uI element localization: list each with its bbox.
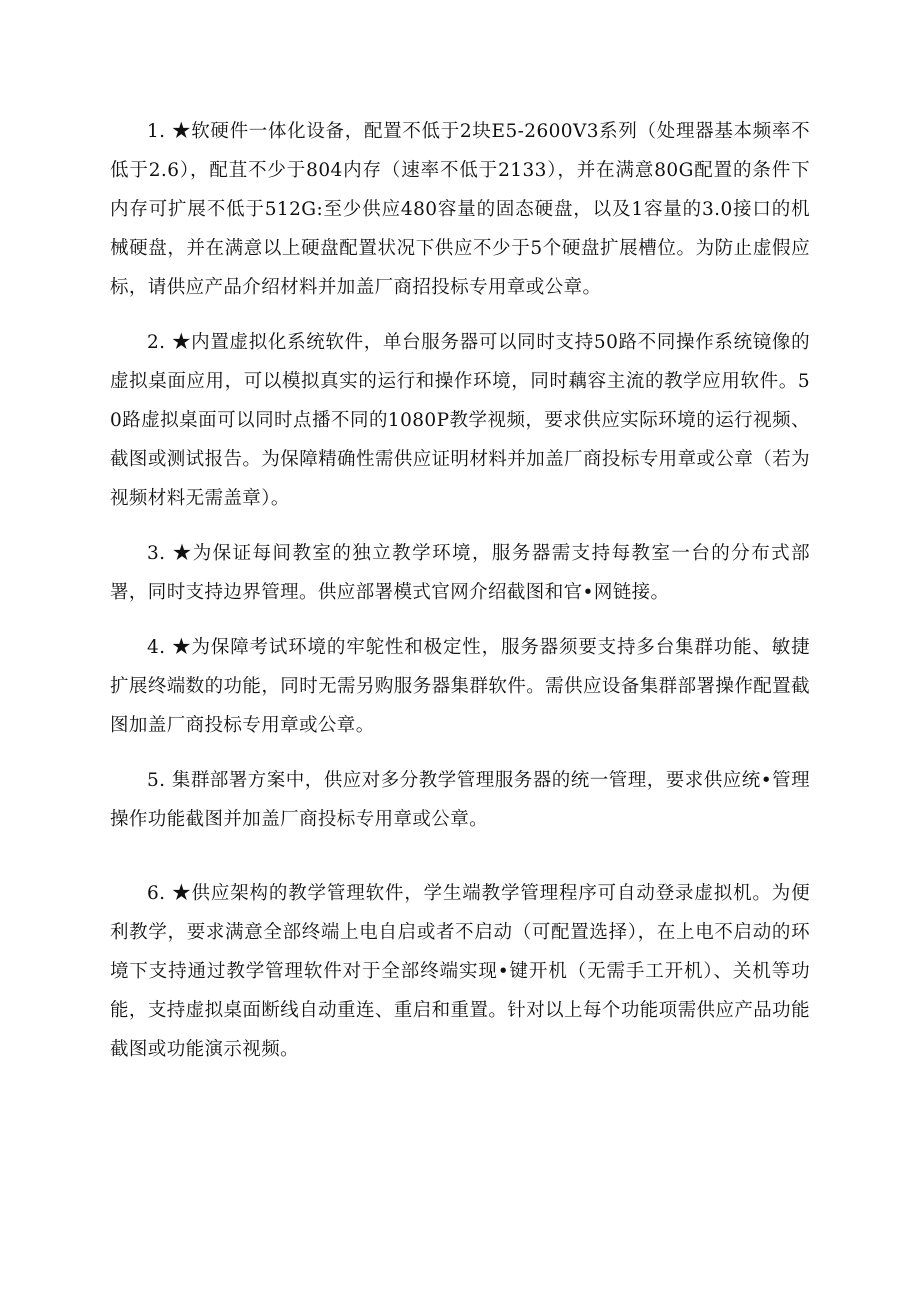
- document-body: [110, 112, 810, 1069]
- paragraph-item-4: 4. ★为保障考试环境的牢鸵性和极定性，服务器须要支持多台集群功能、敏捷扩展终端数的功能，同时无需另购服务器集群软件。需供应设备集群部署操作配置截图加盖厂商投标专用章或公章。: [110, 637, 810, 736]
- paragraph-item-6: 6. ★供应架构的教学管理软件，学生端教学管理程序可自动登录虚拟机。为便利教学，要求满意全部终端上电自启或者不启动（可配置选择），在上电不启动的环境下支持通过教学管理软件对于全部终端实现•键开机（无需手工开机）、关机等功能，支持虚拟桌面断线自动重连、重启和重置。针对以上每个功能项需供应产品功能截图或功能演示视频。: [110, 883, 810, 1060]
- paragraph-item-2: 2. ★内置虚拟化系统软件，单台服务器可以同时支持50路不同操作系统镜像的虚拟桌面应用，可以模拟真实的运行和操作环境，同时藕容主流的教学应用软件。50路虚拟桌面可以同时点播不同的1080P教学视频，要求供应实际环境的运行视频、截图或测试报告。为保障精确性需供应证明材料并加盖厂商投标专用章或公章（若为视频材料无需盖章）。: [110, 332, 810, 509]
- paragraph-item-5: 5. 集群部署方案中，供应对多分教学管理服务器的统一管理，要求供应统•管理操作功能截图并加盖厂商投标专用章或公章。: [110, 770, 810, 830]
- paragraph-item-1: 1. ★软硬件一体化设备，配置不低于2块E5-2600V3系列（处理器基本频率不低于2.6），配苴不少于804内存（速率不低于2133），并在满意80G配置的条件下内存可扩展不低于512G:至少供应480容量的固态硬盘，以及1容量的3.0接口的机械硬盘，并在满意以上硬盘配置状况下供应不少于5个硬盘扩展槽位。为防止虚假应标，请供应产品介绍材料并加盖厂商招投标专用章或公章。: [110, 121, 810, 298]
- paragraph-item-3: 3. ★为保证每间教室的独立教学环境，服务器需支持每教室一台的分布式部署，同时支持边界管理。供应部署模式官网介绍截图和官•网链接。: [110, 543, 810, 603]
